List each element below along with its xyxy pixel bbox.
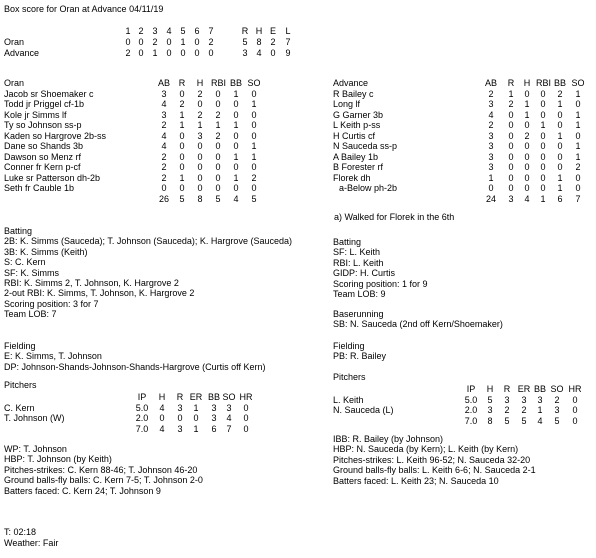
team-total: 3 — [508, 193, 514, 204]
linescore-cell: 2 — [125, 47, 131, 58]
pitcher-name: T. Johnson (W) — [4, 413, 65, 423]
pitching-header: R — [176, 392, 184, 402]
pitcher-stat: 3 — [554, 405, 560, 415]
pitching-total: 7 — [226, 423, 232, 434]
linescore-cell: 2 — [208, 37, 214, 47]
player-stat: 1 — [197, 120, 203, 130]
player-stat: 0 — [557, 120, 563, 130]
player-stat: 1 — [524, 109, 530, 120]
player-stat: 1 — [215, 120, 221, 130]
player-stat: 1 — [179, 172, 185, 183]
pitching-note: Ground balls-fly balls: L. Keith 6-6; N. Sauceda 2-1 — [333, 465, 536, 476]
pitching-header: H — [158, 392, 166, 402]
section-line: 2-out RBI: K. Simms, T. Johnson, K. Hargrove 2 — [4, 288, 195, 299]
pitcher-name: L. Keith — [333, 394, 364, 405]
pitching-note: Ground balls-fly balls: C. Kern 7-5; T. Johnson 2-0 — [4, 475, 203, 486]
player-stat: 0 — [179, 162, 185, 172]
linescore-cell: 4 — [256, 47, 262, 58]
pitcher-stat: 3 — [537, 394, 543, 405]
player-name: B Forester rf — [333, 162, 384, 172]
section-heading: Pitchers — [333, 372, 366, 382]
pitcher-stat: 2.0 — [464, 405, 478, 415]
pitching-header: ER — [517, 384, 531, 394]
player-stat: 0 — [575, 172, 581, 183]
linescore-header: 5 — [180, 26, 186, 36]
linescore-cell: 0 — [180, 47, 186, 58]
team-total: 5 — [215, 193, 221, 204]
pitcher-stat: 5.0 — [464, 394, 478, 405]
player-stat: 3 — [161, 109, 167, 120]
player-name: Luke sr Patterson dh-2b — [4, 172, 101, 183]
player-stat: 0 — [540, 88, 546, 99]
section-heading: Batting — [4, 226, 33, 236]
player-name: a-Below ph-2b — [339, 183, 398, 193]
section-line: DP: Johnson-Shands-Johnson-Shands-Hargrove (Curtis off Kern) — [4, 361, 266, 372]
player-stat: 1 — [233, 88, 239, 99]
player-stat: 0 — [251, 109, 257, 120]
linescore-cell: 1 — [152, 47, 158, 58]
player-stat: 0 — [508, 183, 514, 193]
pitcher-stat: 0 — [243, 413, 249, 423]
player-stat: 3 — [197, 130, 203, 141]
batting-footnote: a) Walked for Florek in the 6th — [334, 212, 455, 222]
pitching-total: 7.0 — [464, 415, 478, 426]
player-stat: 0 — [508, 120, 514, 130]
linescore-team: Oran — [4, 37, 25, 47]
player-stat: 0 — [197, 99, 203, 109]
player-stat: 1 — [524, 99, 530, 109]
player-stat: 2 — [508, 99, 514, 109]
player-stat: 0 — [508, 141, 514, 151]
linescore-header: 4 — [166, 26, 172, 36]
pitching-total: 4 — [159, 423, 165, 434]
linescore-cell: 5 — [242, 37, 248, 47]
player-stat: 2 — [161, 151, 167, 162]
player-stat: 2 — [488, 120, 494, 130]
pitcher-stat: 4 — [159, 402, 165, 413]
pitching-header: ER — [189, 392, 203, 402]
player-stat: 1 — [575, 151, 581, 162]
player-stat: 4 — [488, 109, 494, 120]
player-name: Ty so Johnson ss-p — [4, 120, 82, 130]
linescore-cell: 0 — [138, 47, 144, 58]
linescore-cell: 2 — [270, 37, 276, 47]
player-stat: 0 — [215, 88, 221, 99]
team-total: 4 — [233, 193, 239, 204]
player-stat: 3 — [488, 141, 494, 151]
team-total: 24 — [485, 193, 496, 204]
player-stat: 0 — [540, 130, 546, 141]
player-stat: 0 — [575, 130, 581, 141]
player-stat: 2 — [215, 109, 221, 120]
linescore-cell: 3 — [242, 47, 248, 58]
pitching-header: HR — [568, 384, 582, 394]
pitching-total: 8 — [487, 415, 493, 426]
team-total: 1 — [540, 193, 546, 204]
pitcher-stat: 3 — [211, 402, 217, 413]
player-stat: 2 — [179, 99, 185, 109]
player-stat: 0 — [540, 162, 546, 172]
player-stat: 0 — [179, 151, 185, 162]
section-line: PB: R. Bailey — [333, 351, 387, 362]
linescore-header: 3 — [152, 26, 158, 36]
linescore-cell: 0 — [194, 37, 200, 47]
player-stat: 0 — [524, 141, 530, 151]
player-stat: 4 — [161, 130, 167, 141]
player-stat: 0 — [524, 172, 530, 183]
player-stat: 3 — [488, 130, 494, 141]
player-name: Kole jr Simms lf — [4, 109, 67, 120]
pitching-note: HBP: N. Sauceda (by Kern); L. Keith (by Kern) — [333, 444, 519, 455]
player-stat: 0 — [233, 130, 239, 141]
pitching-total: 4 — [537, 415, 543, 426]
pitcher-stat: 3 — [177, 402, 183, 413]
pitching-total: 6 — [211, 423, 217, 434]
page-title: Box score for Oran at Advance 04/11/19 — [4, 4, 164, 14]
section-line: Scoring position: 3 for 7 — [4, 298, 99, 309]
player-stat: 1 — [233, 151, 239, 162]
player-name: Todd jr Priggel cf-1b — [4, 99, 85, 109]
pitcher-stat: 4 — [226, 413, 232, 423]
player-stat: 0 — [488, 183, 494, 193]
pitcher-stat: 0 — [572, 394, 578, 405]
linescore-cell: 0 — [194, 47, 200, 58]
section-heading: Fielding — [4, 341, 36, 351]
player-stat: 0 — [179, 183, 185, 193]
player-stat: 0 — [215, 99, 221, 109]
batting-header: SO — [247, 78, 261, 88]
pitcher-stat: 1 — [193, 402, 199, 413]
pitching-total: 5 — [554, 415, 560, 426]
pitching-note: Pitches-strikes: C. Kern 88-46; T. Johnson 46-20 — [4, 464, 198, 475]
batting-header: RBI — [536, 78, 552, 88]
team-total: 6 — [557, 193, 563, 204]
player-stat: 0 — [233, 109, 239, 120]
player-stat: 0 — [179, 141, 185, 151]
pitcher-stat: 0 — [159, 413, 165, 423]
section-line: SF: L. Keith — [333, 247, 381, 258]
player-name: Jacob sr Shoemaker c — [4, 88, 94, 99]
player-stat: 1 — [557, 130, 563, 141]
pitcher-stat: 0 — [572, 405, 578, 415]
pitcher-stat: 2.0 — [135, 413, 149, 423]
pitching-total: 5 — [521, 415, 527, 426]
player-name: Florek dh — [333, 172, 371, 183]
pitching-header: IP — [137, 392, 147, 402]
player-name: N Sauceda ss-p — [333, 141, 398, 151]
player-name: R Bailey c — [333, 88, 374, 99]
player-name: Kaden so Hargrove 2b-ss — [4, 130, 107, 141]
player-name: L Keith p-ss — [333, 120, 381, 130]
player-stat: 2 — [215, 130, 221, 141]
player-stat: 0 — [557, 141, 563, 151]
section-line: S: C. Kern — [4, 257, 46, 268]
section-heading: Fielding — [333, 341, 365, 351]
pitching-total: 1 — [193, 423, 199, 434]
linescore-cell: 8 — [256, 37, 262, 47]
linescore-header: 2 — [138, 26, 144, 36]
pitching-total: 0 — [572, 415, 578, 426]
section-line: SF: K. Simms — [4, 267, 60, 278]
player-stat: 0 — [215, 162, 221, 172]
player-stat: 2 — [575, 162, 581, 172]
pitcher-stat: 5.0 — [135, 402, 149, 413]
player-stat: 1 — [251, 99, 257, 109]
pitching-total: 7.0 — [135, 423, 149, 434]
batting-header: H — [196, 78, 204, 88]
player-stat: 0 — [197, 151, 203, 162]
pitcher-stat: 3 — [487, 405, 493, 415]
player-name: G Garner 3b — [333, 109, 384, 120]
player-stat: 0 — [197, 183, 203, 193]
section-line: GIDP: H. Curtis — [333, 268, 396, 279]
player-stat: 4 — [161, 99, 167, 109]
pitcher-stat: 0 — [177, 413, 183, 423]
team-total: 4 — [524, 193, 530, 204]
player-stat: 1 — [508, 88, 514, 99]
player-stat: 3 — [488, 151, 494, 162]
pitching-total: 5 — [504, 415, 510, 426]
player-stat: 0 — [251, 183, 257, 193]
pitcher-stat: 3 — [226, 402, 232, 413]
player-stat: 2 — [251, 172, 257, 183]
pitching-header: SO — [550, 384, 564, 394]
player-stat: 0 — [508, 172, 514, 183]
player-stat: 3 — [488, 162, 494, 172]
section-line: E: K. Simms, T. Johnson — [4, 351, 102, 362]
player-stat: 2 — [197, 109, 203, 120]
team-name: Oran — [4, 78, 25, 88]
player-stat: 0 — [540, 141, 546, 151]
player-stat: 0 — [251, 88, 257, 99]
batting-header: BB — [229, 78, 242, 88]
player-stat: 2 — [161, 120, 167, 130]
player-stat: 0 — [524, 183, 530, 193]
player-stat: 0 — [233, 183, 239, 193]
team-total: 5 — [179, 193, 185, 204]
player-stat: 2 — [161, 172, 167, 183]
section-line: RBI: K. Simms 2, T. Johnson, K. Hargrove 2 — [4, 278, 179, 288]
player-stat: 0 — [508, 109, 514, 120]
player-stat: 0 — [179, 88, 185, 99]
pitcher-name: C. Kern — [4, 402, 35, 413]
game-info: T: 02:18 — [4, 527, 37, 537]
pitcher-stat: 3 — [521, 394, 527, 405]
player-stat: 1 — [557, 99, 563, 109]
pitching-header: R — [503, 384, 511, 394]
pitching-note: Pitches-strikes: L. Keith 96-52; N. Sauceda 32-20 — [333, 454, 531, 465]
section-line: SB: N. Sauceda (2nd off Kern/Shoemaker) — [333, 319, 503, 330]
pitching-note: HBP: T. Johnson (by Keith) — [4, 454, 112, 465]
player-stat: 4 — [161, 141, 167, 151]
linescore-header: 6 — [194, 26, 200, 36]
player-stat: 0 — [197, 162, 203, 172]
player-stat: 0 — [540, 172, 546, 183]
player-stat: 0 — [197, 172, 203, 183]
linescore-header: R — [241, 26, 249, 36]
pitching-header: BB — [533, 384, 546, 394]
batting-header: SO — [571, 78, 585, 88]
batting-header: AB — [157, 78, 170, 88]
linescore-cell: 1 — [180, 37, 186, 47]
pitcher-stat: 2 — [504, 405, 510, 415]
player-stat: 0 — [524, 88, 530, 99]
pitcher-stat: 0 — [193, 413, 199, 423]
player-stat: 1 — [233, 172, 239, 183]
player-stat: 0 — [215, 151, 221, 162]
linescore-header: L — [285, 26, 291, 36]
pitching-total: 0 — [243, 423, 249, 434]
player-stat: 1 — [251, 151, 257, 162]
linescore-cell: 2 — [152, 37, 158, 47]
player-stat: 0 — [215, 172, 221, 183]
player-stat: 1 — [557, 172, 563, 183]
pitching-header: IP — [466, 384, 476, 394]
player-name: Dane so Shands 3b — [4, 141, 84, 151]
player-stat: 0 — [557, 151, 563, 162]
player-stat: 3 — [488, 99, 494, 109]
linescore-header: E — [269, 26, 276, 36]
player-stat: 0 — [233, 141, 239, 151]
player-stat: 3 — [161, 88, 167, 99]
player-stat: 0 — [540, 151, 546, 162]
player-stat: 0 — [179, 130, 185, 141]
player-stat: 0 — [251, 130, 257, 141]
team-total: 26 — [158, 193, 169, 204]
player-stat: 1 — [251, 141, 257, 151]
player-stat: 0 — [233, 99, 239, 109]
player-stat: 1 — [575, 88, 581, 99]
pitcher-name: N. Sauceda (L) — [333, 405, 394, 415]
player-stat: 1 — [540, 120, 546, 130]
player-stat: 2 — [557, 88, 563, 99]
player-stat: 2 — [197, 88, 203, 99]
team-name: Advance — [333, 78, 369, 88]
section-line: 3B: K. Simms (Keith) — [4, 246, 88, 257]
section-line: 2B: K. Simms (Sauceda); T. Johnson (Sauceda); K. Hargrove (Sauceda) — [4, 236, 292, 247]
player-stat: 0 — [540, 109, 546, 120]
player-stat: 0 — [508, 130, 514, 141]
player-stat: 1 — [557, 183, 563, 193]
player-stat: 0 — [215, 183, 221, 193]
pitching-note: WP: T. Johnson — [4, 444, 67, 454]
pitching-header: HR — [239, 392, 253, 402]
batting-header: R — [178, 78, 186, 88]
pitcher-stat: 5 — [487, 394, 493, 405]
section-heading: Batting — [333, 237, 362, 247]
player-name: Dawson so Menz rf — [4, 151, 82, 162]
pitcher-stat: 2 — [521, 405, 527, 415]
linescore-header: 1 — [125, 26, 131, 36]
pitching-note: Batters faced: C. Kern 24; T. Johnson 9 — [4, 485, 161, 496]
player-stat: 0 — [524, 162, 530, 172]
player-stat: 0 — [161, 183, 167, 193]
player-stat: 0 — [508, 162, 514, 172]
pitching-header: H — [486, 384, 494, 394]
player-stat: 0 — [524, 120, 530, 130]
player-stat: 0 — [508, 151, 514, 162]
player-stat: 1 — [179, 120, 185, 130]
player-stat: 0 — [575, 183, 581, 193]
section-line: Team LOB: 9 — [333, 289, 386, 299]
section-line: Team LOB: 7 — [4, 309, 57, 320]
linescore-cell: 0 — [270, 47, 276, 58]
linescore-cell: 7 — [285, 37, 291, 47]
player-stat: 2 — [488, 88, 494, 99]
pitching-note: Batters faced: L. Keith 23; N. Sauceda 10 — [333, 475, 499, 486]
section-line: Scoring position: 1 for 9 — [333, 278, 428, 289]
batting-header: H — [523, 78, 531, 88]
player-stat: 0 — [233, 162, 239, 172]
player-stat: 0 — [197, 141, 203, 151]
pitching-note: IBB: R. Bailey (by Johnson) — [333, 434, 444, 444]
pitcher-stat: 2 — [554, 394, 560, 405]
team-total: 8 — [197, 193, 203, 204]
player-stat: 1 — [575, 109, 581, 120]
linescore-cell: 9 — [285, 47, 291, 58]
player-stat: 1 — [575, 120, 581, 130]
batting-header: BB — [553, 78, 566, 88]
section-line: RBI: L. Keith — [333, 257, 384, 268]
batting-header: AB — [484, 78, 497, 88]
player-stat: 2 — [161, 162, 167, 172]
player-stat: 0 — [575, 99, 581, 109]
pitcher-stat: 3 — [504, 394, 510, 405]
batting-header: RBI — [211, 78, 227, 88]
pitcher-stat: 0 — [243, 402, 249, 413]
batting-header: R — [507, 78, 515, 88]
player-stat: 1 — [488, 172, 494, 183]
player-stat: 0 — [215, 141, 221, 151]
player-name: Seth fr Cauble 1b — [4, 183, 75, 193]
pitcher-stat: 1 — [537, 405, 543, 415]
player-stat: 0 — [557, 109, 563, 120]
linescore-cell: 0 — [208, 47, 214, 58]
player-stat: 1 — [179, 109, 185, 120]
linescore-team: Advance — [4, 47, 40, 58]
pitching-total: 3 — [177, 423, 183, 434]
linescore-header: H — [255, 26, 263, 36]
player-stat: 0 — [524, 151, 530, 162]
linescore-cell: 0 — [138, 37, 144, 47]
player-stat: 0 — [557, 162, 563, 172]
team-total: 5 — [251, 193, 257, 204]
player-name: Long lf — [333, 99, 361, 109]
pitching-header: SO — [222, 392, 236, 402]
team-total: 7 — [575, 193, 581, 204]
linescore-cell: 0 — [125, 37, 131, 47]
player-stat: 1 — [233, 120, 239, 130]
pitching-header: BB — [207, 392, 220, 402]
player-stat: 0 — [251, 162, 257, 172]
linescore-cell: 0 — [166, 47, 172, 58]
player-stat: 2 — [524, 130, 530, 141]
player-stat: 0 — [540, 99, 546, 109]
pitcher-stat: 3 — [211, 413, 217, 423]
game-info: Weather: Fair — [4, 537, 59, 548]
linescore-header: 7 — [208, 26, 214, 36]
section-heading: Pitchers — [4, 380, 37, 390]
player-name: Conner fr Kern p-cf — [4, 162, 81, 172]
player-name: H Curtis cf — [333, 130, 376, 141]
player-stat: 1 — [575, 141, 581, 151]
player-stat: 0 — [540, 183, 546, 193]
player-stat: 0 — [251, 120, 257, 130]
linescore-cell: 0 — [166, 37, 172, 47]
section-heading: Baserunning — [333, 309, 384, 319]
player-name: A Bailey 1b — [333, 151, 379, 162]
